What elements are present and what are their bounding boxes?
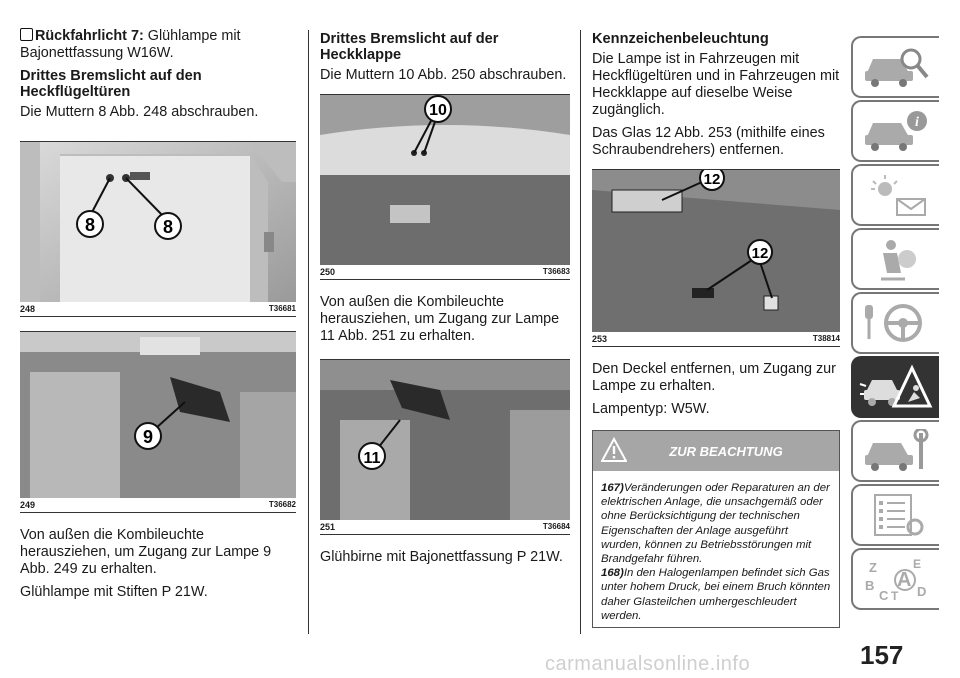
callout-12a: 12 [703,171,721,188]
figure-251 [320,359,570,535]
intro-text: Glühlampe mit Bajonettfassung W16W. [20,28,241,61]
figure-caption [320,520,570,535]
figure-253 [592,169,840,347]
column-2 [320,28,570,572]
column-1 [20,28,296,607]
paragraph: Den Deckel entfernen, um Zugang zur Lampe zu erhalten. [592,361,836,394]
callout-12b: 12 [751,245,769,262]
index-letter: E [913,557,922,571]
paragraph: Glühlampe mit Stiften P 21W. [20,584,208,600]
figure-250-image [320,95,570,265]
paragraph: Lampentyp: W5W. [592,401,710,417]
index-letter: C [879,588,889,602]
callout-8b: 8 [162,217,174,237]
paragraph: Das Glas 12 Abb. 253 (mithilfe eines Schraubendrehers) entfernen. [592,125,825,158]
figure-caption [20,302,296,317]
section-heading: Kennzeichenbeleuchtung [592,31,769,47]
figure-248-image [20,142,296,302]
figure-number: 253 [592,334,608,344]
section-heading: Drittes Bremslicht auf den Heckflügeltüren [20,68,202,100]
figure-code: T36683 [542,267,570,276]
warning-triangle-icon [601,437,627,463]
tab-index[interactable] [851,548,939,610]
watermark: carmanualsonline.info [545,653,751,675]
tab-airbag-safety[interactable] [851,228,939,290]
section-heading: Drittes Bremslicht auf der Heckklappe [320,31,499,63]
index-letter: T [891,589,899,602]
figure-number: 249 [20,500,36,510]
emergency-icon [858,362,934,412]
note-text: Veränderungen oder Reparaturen an der elektrischen Anlage, die unsachgemäß oder ohne Berücksichtigung der technischen Eigenschaften der Anlage ausgeführt wurden, können zu Betriebsstörungen mit Brandgefahr führen. [601,482,830,566]
page-number: 157 [860,640,904,670]
paragraph: Glühbirne mit Bajonettfassung P 21W. [320,549,563,565]
paragraph: Von außen die Kombileuchte herausziehen, um Zugang zur Lampe 9 Abb. 249 zu erhalten. [20,527,272,577]
figure-code: T36681 [268,304,296,313]
figure-caption [320,265,570,280]
figure-250 [320,94,570,280]
figure-number: 248 [20,304,36,314]
note-text: In den Halogenlampen befindet sich Gas unter hohem Druck, bei einem Bruch könnten daher Glasteilchen umhergeschleudert werden. [601,567,831,622]
figure-caption [592,332,840,347]
figure-249-image [20,332,296,498]
figure-248 [20,141,296,317]
bulb-symbol-icon [20,28,33,41]
airbag-safety-icon [861,237,931,281]
paragraph: Von außen die Kombileuchte herausziehen, um Zugang zur Lampe 11 Abb. 251 zu erhalten. [320,294,560,344]
warning-box [592,430,840,628]
note-number: 168) [601,567,624,580]
tab-emergency[interactable] [851,356,939,418]
tab-car-search[interactable] [851,36,939,98]
car-search-icon [861,45,931,89]
figure-number: 251 [320,522,336,532]
figure-code: T36682 [268,500,296,509]
column-divider [308,30,309,634]
chapter-tabs [851,36,939,612]
paragraph: Die Lampe ist in Fahrzeugen mit Heckflügeltüren und in Fahrzeugen mit Heckklappe auf dieselbe Weise zugänglich. [592,51,840,118]
index-letter: A [897,569,912,591]
tab-car-info[interactable] [851,100,939,162]
figure-code: T36684 [542,522,570,531]
tab-steering-key[interactable] [851,292,939,354]
warning-body [593,471,839,627]
intro-label: Rückfahrlicht 7: [35,28,144,44]
note-number: 167) [601,482,624,494]
warning-lights-icon [861,173,931,217]
index-letter: D [917,584,927,599]
figure-251-image [320,360,570,520]
info-letter: i [915,115,919,130]
callout-10: 10 [429,102,447,119]
tab-car-maintenance[interactable] [851,420,939,482]
callout-9: 9 [142,427,154,447]
intro-paragraph [20,28,296,62]
paragraph: Die Muttern 10 Abb. 250 abschrauben. [320,67,567,83]
tab-warning-lights[interactable] [851,164,939,226]
index-letter: B [865,578,875,593]
specifications-icon [861,493,931,537]
tab-specifications[interactable] [851,484,939,546]
warning-title: ZUR BEACHTUNG [669,443,783,459]
figure-253-image [592,170,840,332]
steering-key-icon [861,301,931,345]
column-3 [592,28,840,628]
car-info-icon [861,109,931,153]
index-icon [861,556,931,602]
paragraph: Die Muttern 8 Abb. 248 abschrauben. [20,104,259,120]
figure-code: T38814 [812,334,840,343]
column-divider [580,30,581,634]
figure-number: 250 [320,267,336,277]
index-letter: Z [869,560,877,575]
car-maintenance-icon [861,429,931,473]
figure-249 [20,331,296,513]
callout-8a: 8 [84,215,96,235]
warning-header [593,431,839,471]
figure-caption [20,498,296,513]
callout-11: 11 [363,450,381,467]
